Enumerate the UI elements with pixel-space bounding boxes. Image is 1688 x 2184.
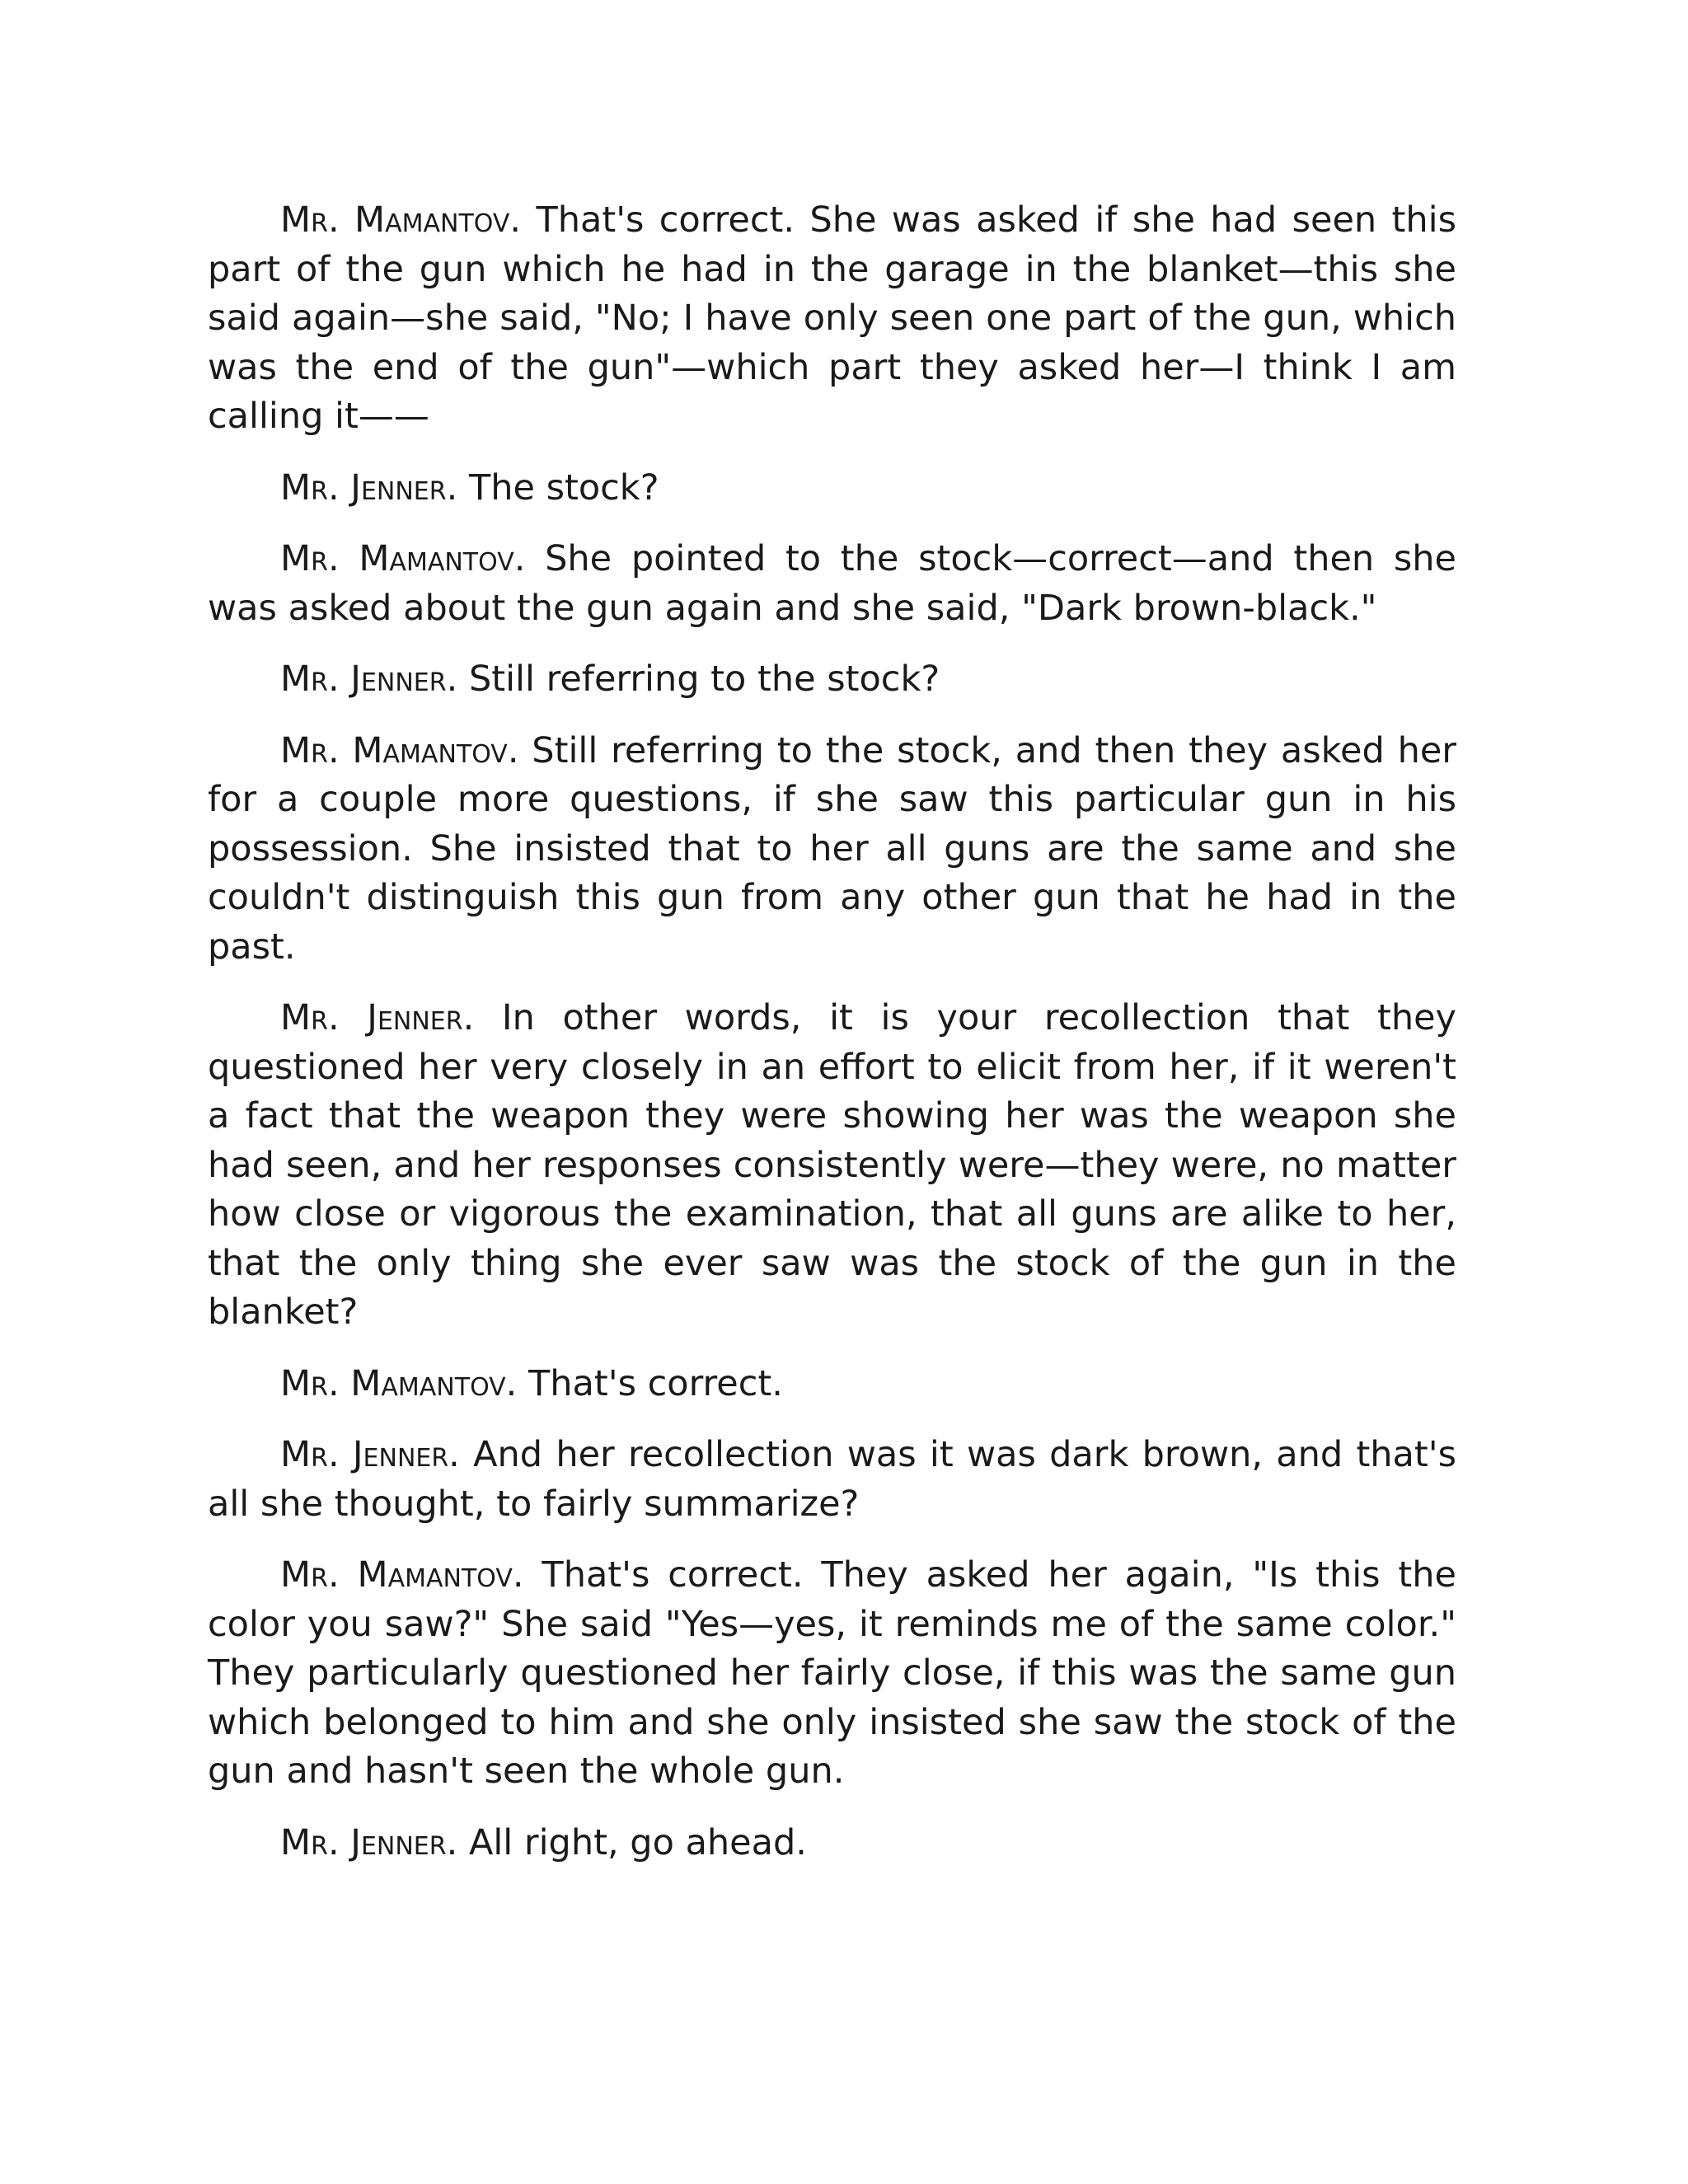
paragraph-text: Still referring to the stock, and then they asked her for a couple more questions, if she saw this particular gun in his possession. She insisted that to her all guns are the same and she couldn't distinguish this gun from any other gun that he had in the past. (208, 729, 1456, 968)
transcript-paragraph (208, 464, 1456, 513)
speaker-name: Mr. Mamantov. (280, 1362, 518, 1404)
speaker-name: Mr. Mamantov. (280, 1554, 524, 1596)
paragraph-text: She pointed to the stock—correct—and then she was asked about the gun again and she said, "Dark brown-black." (208, 538, 1457, 629)
speaker-name: Mr. Jenner. (280, 1821, 458, 1863)
transcript-paragraph (208, 1819, 1456, 1868)
paragraph-text: Still referring to the stock? (457, 658, 940, 700)
speaker-name: Mr. Jenner. (280, 997, 475, 1038)
transcript-paragraph (208, 655, 1456, 705)
transcript-paragraph (208, 994, 1456, 1338)
paragraph-text: The stock? (457, 466, 659, 509)
paragraph-text: In other words, it is your recollection that they questioned her very closely in an effort to elicit from her, if it weren't a fact that the weapon they were showing her was the weapon she had seen, and her responses consistently were—they were, no matter how close or vigorous the examination, that all guns are alike to her, that the only thing she ever saw was the stock of the gun in the blanket? (208, 997, 1456, 1333)
paragraph-text: That's correct. They asked her again, "Is this the color you saw?" She said "Yes—yes, it reminds me of the same color." They particularly questioned her fairly close, if this was the same gun which belonged to him and she only insisted she saw the stock of the gun and hasn't seen the whole gun. (208, 1554, 1456, 1792)
speaker-name: Mr. Mamantov. (280, 199, 522, 241)
speaker-name: Mr. Jenner. (280, 1434, 460, 1475)
paragraph-text: That's correct. She was asked if she had seen this part of the gun which he had in the garage in the blanket—this she said again—she said, "No; I have only seen one part of the gun, which was the end of the gun"—which part they asked her—I think I am calling it—— (208, 199, 1456, 437)
speaker-name: Mr. Jenner. (280, 658, 458, 700)
transcript-paragraph (208, 535, 1456, 633)
transcript-paragraph (208, 1551, 1456, 1797)
speaker-name: Mr. Mamantov. (280, 729, 519, 771)
speaker-name: Mr. Jenner. (280, 466, 458, 509)
transcript-paragraph (208, 727, 1456, 972)
paragraph-text: And her recollection was it was dark brown, and that's all she thought, to fairly summarize? (208, 1434, 1456, 1525)
transcript-page (208, 196, 1456, 1890)
paragraph-text: That's correct. (517, 1362, 783, 1404)
transcript-paragraph (208, 196, 1456, 442)
speaker-name: Mr. Mamantov. (280, 538, 526, 579)
paragraph-text: All right, go ahead. (457, 1821, 807, 1863)
transcript-paragraph (208, 1360, 1456, 1409)
transcript-paragraph (208, 1431, 1456, 1529)
